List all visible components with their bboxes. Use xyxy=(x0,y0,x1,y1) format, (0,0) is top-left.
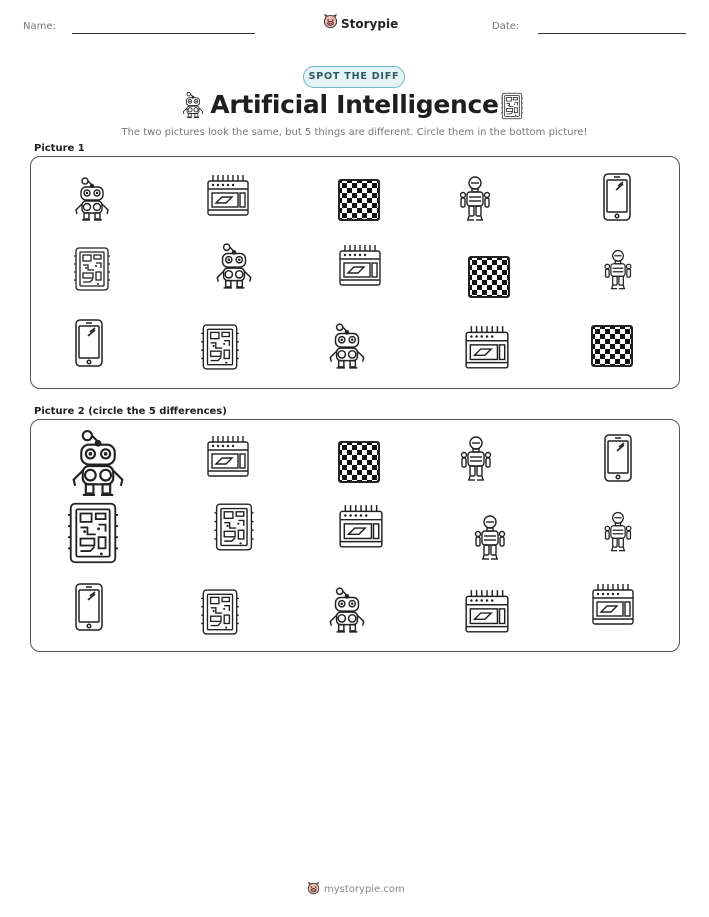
pig-icon xyxy=(307,880,320,899)
picture1-smartphone-icon xyxy=(74,318,104,368)
picture2-computer-terminal-icon[interactable] xyxy=(335,503,387,551)
picture1-circuit-board-icon xyxy=(74,246,110,292)
date-line[interactable] xyxy=(538,33,686,34)
picture1-robot-gear-icon xyxy=(326,322,368,370)
brand-logo xyxy=(323,14,398,33)
picture2-robot-gear-icon[interactable] xyxy=(326,586,368,634)
picture1-computer-terminal-icon xyxy=(462,324,512,372)
picture2-smartphone-icon[interactable] xyxy=(73,582,105,632)
picture1-robot-gear-icon xyxy=(213,242,255,290)
picture2-smartphone-icon[interactable] xyxy=(602,433,634,483)
picture1-computer-terminal-icon xyxy=(202,173,254,219)
picture2-checkerboard-icon[interactable] xyxy=(336,440,382,484)
picture1-checkerboard-icon xyxy=(336,178,382,222)
picture1-checkerboard-icon xyxy=(467,255,511,299)
picture2-circuit-board-icon[interactable] xyxy=(214,502,254,552)
picture1-label: Picture 1 xyxy=(34,143,85,154)
activity-tag: SPOT THE DIFF xyxy=(303,66,405,88)
picture2-humanoid-robot-icon[interactable] xyxy=(602,508,634,556)
picture2-computer-terminal-icon[interactable] xyxy=(462,588,512,636)
picture2-circuit-board-icon[interactable] xyxy=(66,501,120,565)
pig-icon xyxy=(323,14,338,33)
picture1-robot-gear-icon xyxy=(72,176,112,222)
name-line[interactable] xyxy=(72,33,255,34)
picture1-humanoid-robot-icon xyxy=(457,175,493,223)
brand-name: Storypie xyxy=(341,16,399,31)
page-title: Artificial Intelligence xyxy=(210,90,499,119)
picture1-computer-terminal-icon xyxy=(334,243,386,289)
date-label: Date: xyxy=(492,21,520,32)
picture2-humanoid-robot-icon[interactable] xyxy=(458,435,494,483)
picture1-humanoid-robot-icon xyxy=(602,247,634,293)
picture2-label: Picture 2 (circle the 5 differences) xyxy=(34,406,227,417)
picture2-computer-terminal-icon[interactable] xyxy=(203,434,253,480)
name-label: Name: xyxy=(23,21,56,32)
picture2-circuit-board-icon[interactable] xyxy=(200,588,240,636)
picture2-humanoid-robot-icon[interactable] xyxy=(472,514,508,562)
picture2-computer-terminal-icon[interactable] xyxy=(588,582,638,628)
picture1-circuit-board-icon xyxy=(200,323,240,371)
footer xyxy=(307,880,405,899)
circuit-board-icon xyxy=(500,92,524,124)
picture1-smartphone-icon xyxy=(602,172,632,222)
picture2-robot-gear-icon[interactable] xyxy=(64,428,132,498)
footer-site: mystorypie.com xyxy=(324,884,405,895)
picture1-checkerboard-icon xyxy=(589,324,635,368)
instructions: The two pictures look the same, but 5 things are different. Circle them in the bottom picture! xyxy=(121,127,588,138)
